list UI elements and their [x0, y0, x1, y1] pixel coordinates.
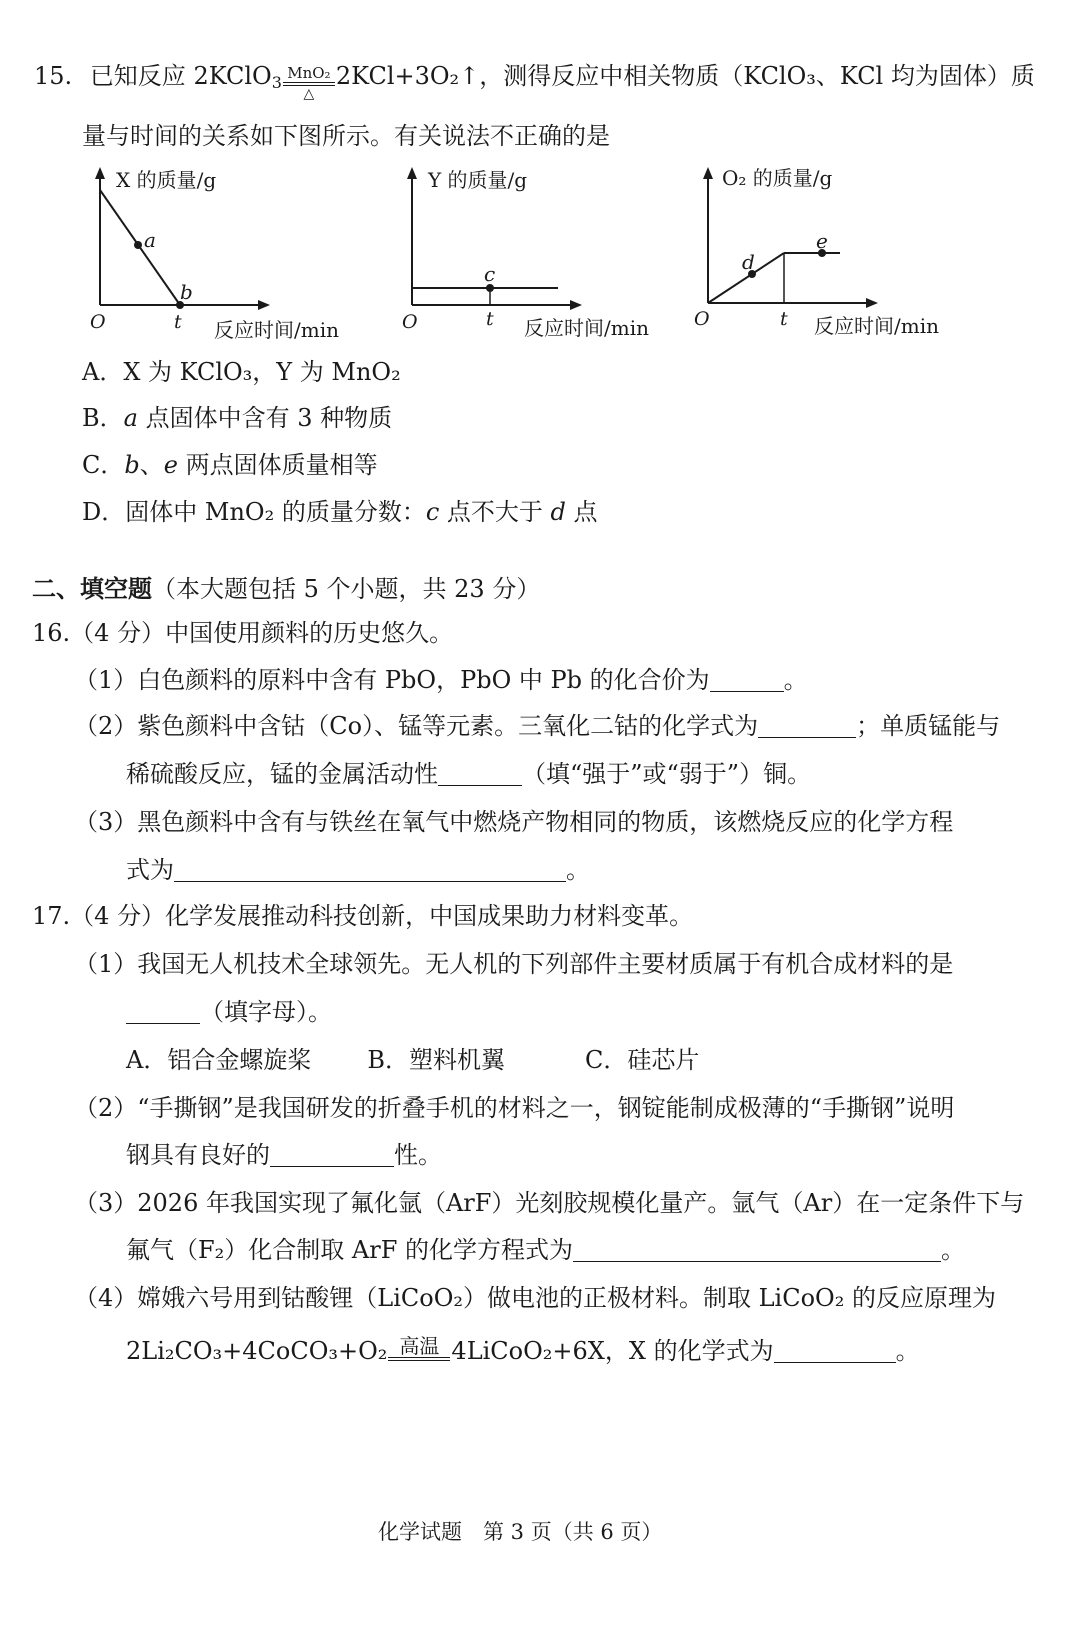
chart3-ylabel: O₂ 的质量/g	[722, 166, 833, 190]
q15-number: 15.	[34, 62, 73, 90]
q17-part1b: （填字母）。	[126, 998, 332, 1027]
answer-blank-17-3[interactable]	[573, 1239, 941, 1262]
answer-blank-16-2b[interactable]	[438, 763, 522, 786]
q17-part3: （3）2026 年我国实现了氟化氩（ArF）光刻胶规模化量产。氩气（Ar）在一定条件下与	[74, 1189, 1025, 1217]
q15-option-d: D．固体中 MnO₂ 的质量分数：c 点不大于 d 点	[82, 498, 598, 526]
answer-blank-17-1[interactable]	[126, 1001, 200, 1024]
chart1-ylabel: X 的质量/g	[116, 168, 217, 192]
q17-part2b: 钢具有良好的 性。	[126, 1141, 442, 1169]
q16-part2b: 稀硫酸反应，锰的金属活动性 （填“强于”或“弱于”）铜。	[126, 760, 812, 788]
section2-note: （本大题包括 5 个小题，共 23 分）	[152, 575, 541, 603]
q15-line2: 量与时间的关系如下图所示。有关说法不正确的是	[82, 122, 610, 150]
chart-o2-mass	[688, 165, 963, 350]
q17-part2: （2）“手撕钢”是我国研发的折叠手机的材料之一，钢锭能制成极薄的“手撕钢”说明	[74, 1094, 955, 1122]
page-footer: 化学试题 第 3 页（共 6 页）	[378, 1520, 663, 1544]
chart3-xlabel: 反应时间/min	[814, 314, 939, 338]
reaction-condition-high-temp: 高温	[388, 1336, 450, 1362]
label-c: c	[484, 262, 496, 286]
label-d: d	[742, 250, 755, 274]
q17-option-c: C．硅芯片	[584, 1046, 700, 1074]
q16-head: 16.（4 分）中国使用颜料的历史悠久。	[32, 619, 454, 647]
chart-x-mass	[80, 165, 350, 350]
q15-line1: 15. 已知反应 2KClO3 MnO₂ △ 2KCl+3O₂↑，测得反应中相关物质（KClO₃、KCl 均为固体）质	[34, 62, 1035, 102]
q17-part4b: 2Li₂CO₃+4CoCO₃+O₂ 高温 4LiCoO₂+6X，X 的化学式为 。	[126, 1334, 920, 1365]
section2-header	[32, 575, 540, 604]
reaction-condition: MnO₂ △	[283, 66, 335, 101]
label-e: e	[816, 229, 828, 253]
q17-option-a: A．铝合金螺旋桨	[126, 1046, 312, 1074]
chart1-origin: O	[90, 311, 106, 333]
q17-head: 17.（4 分）化学发展推动科技创新，中国成果助力材料变革。	[32, 902, 694, 930]
point-a	[134, 241, 142, 249]
q17-part4: （4）嫦娥六号用到钴酸锂（LiCoO₂）做电池的正极材料。制取 LiCoO₂ 的反应原理为	[74, 1284, 996, 1312]
chart3-t: t	[780, 308, 788, 330]
chart2-xlabel: 反应时间/min	[524, 316, 649, 340]
q15-option-b: B．a 点固体中含有 3 种物质	[82, 404, 393, 432]
chart2-ylabel: Y 的质量/g	[428, 168, 528, 192]
chart1-xlabel: 反应时间/min	[214, 318, 339, 342]
q16-part2: （2）紫色颜料中含钴（Co）、锰等元素。三氧化二钴的化学式为 ；单质锰能与	[74, 712, 1001, 740]
q16-part1: （1）白色颜料的原料中含有 PbO，PbO 中 Pb 的化合价为 。	[74, 666, 808, 694]
answer-blank-17-4[interactable]	[774, 1340, 896, 1363]
chart3-origin: O	[694, 308, 710, 330]
q17-part3b: 氟气（F₂）化合制取 ArF 的化学方程式为 。	[126, 1236, 965, 1264]
label-b: b	[180, 280, 193, 304]
section2-title: 二、填空题	[32, 574, 152, 603]
chart2-origin: O	[402, 311, 418, 333]
label-a: a	[144, 228, 156, 252]
q17-option-b: B．塑料机翼	[367, 1046, 505, 1074]
chart-y-mass	[392, 165, 662, 350]
chart2-t: t	[486, 308, 494, 330]
q16-part3b: 式为 。	[126, 856, 590, 884]
answer-blank-16-3[interactable]	[174, 859, 566, 882]
chart1-t: t	[174, 311, 182, 333]
q17-part1: （1）我国无人机技术全球领先。无人机的下列部件主要材质属于有机合成材料的是	[74, 950, 954, 978]
answer-blank-16-2a[interactable]	[758, 715, 856, 738]
answer-blank-17-2[interactable]	[270, 1144, 394, 1167]
q15-option-c: C．b、e 两点固体质量相等	[82, 451, 378, 479]
q16-part3: （3）黑色颜料中含有与铁丝在氧气中燃烧产物相同的物质，该燃烧反应的化学方程	[74, 808, 954, 836]
q17-options	[126, 1046, 699, 1075]
q15-option-a: A．X 为 KClO₃，Y 为 MnO₂	[82, 358, 401, 386]
answer-blank-16-1[interactable]	[710, 669, 784, 692]
